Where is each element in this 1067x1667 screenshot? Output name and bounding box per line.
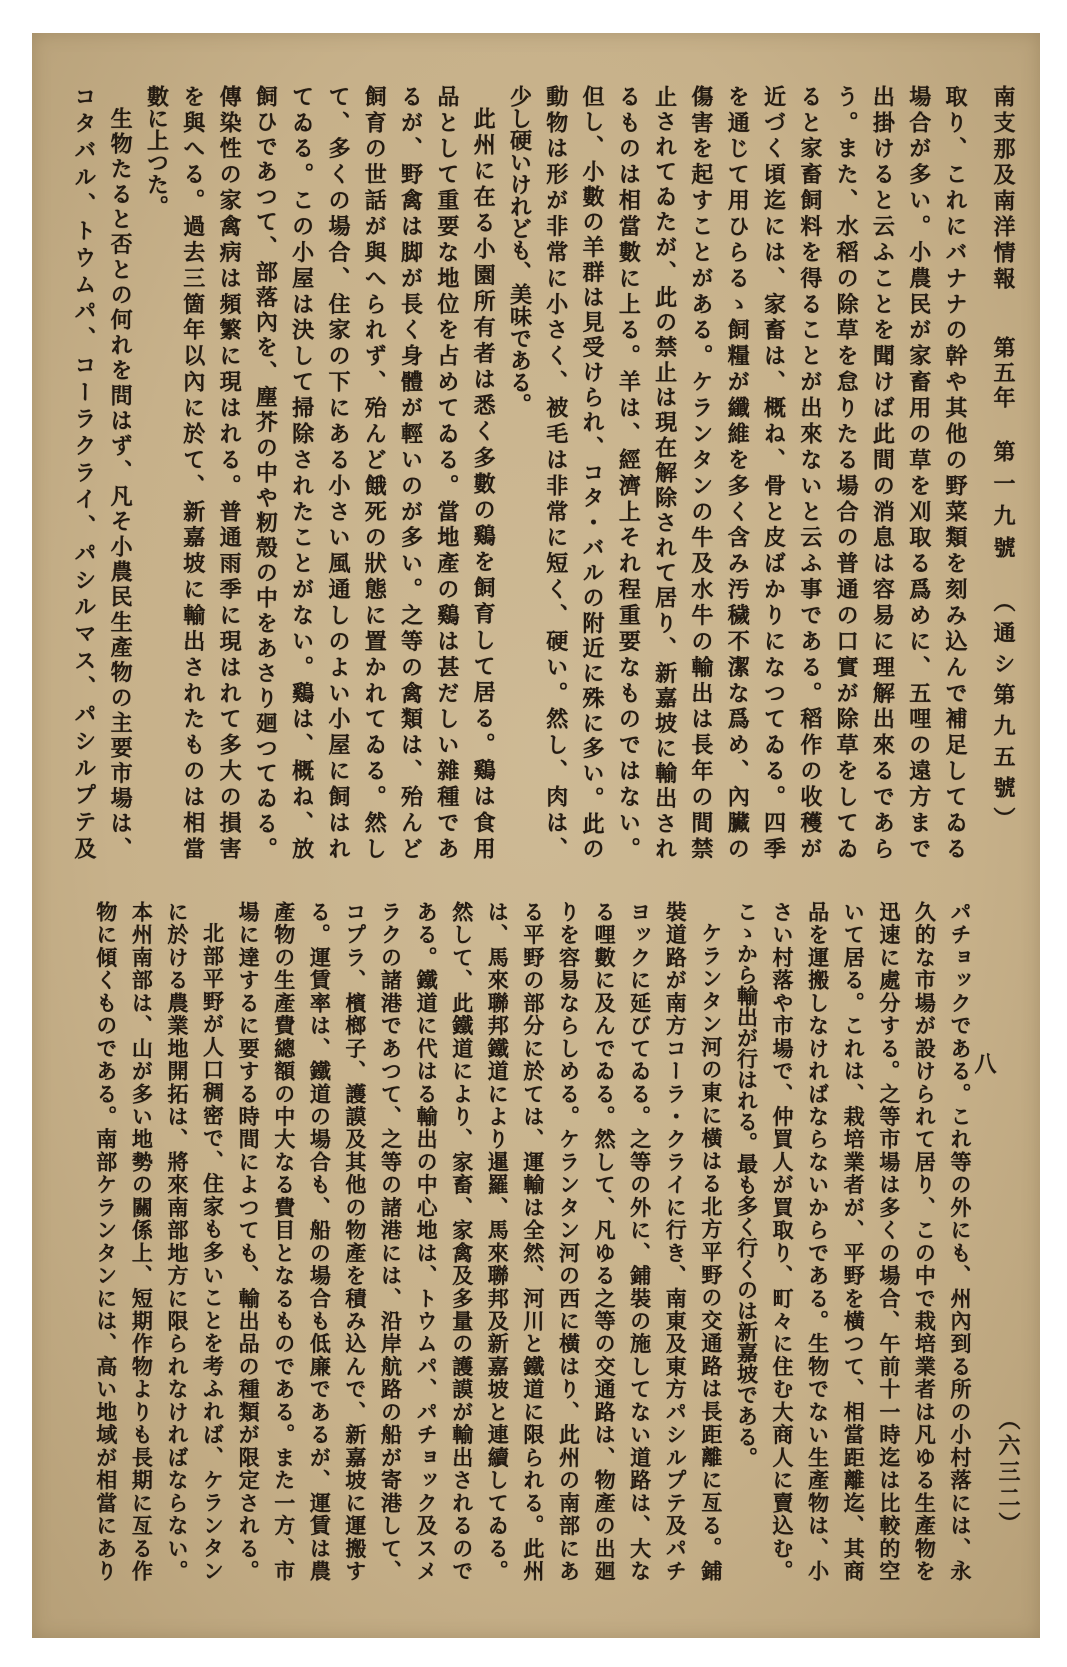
- text-column: 少し硬いけれども、美味である。: [506, 85, 533, 415]
- text-column: パチョックである。これ等の外にも、州內到る所の小村落には、永: [948, 901, 973, 1581]
- text-column: 飼ひであつて、部落內を、塵芥の中や籾殼の中をあさり廻つてゐる。: [252, 85, 279, 859]
- text-column: るが、野禽は脚が長く身體が輕いのが多い。之等の禽類は、殆んど: [397, 85, 424, 859]
- text-column: てゐる。この小屋は決して掃除されたことがない。鷄は、概ね、放: [288, 85, 315, 859]
- text-column: ると家畜飼料を得ることが出來ないと云ふ事である。稻作の收穫が: [796, 85, 823, 859]
- section-number: 八: [971, 1052, 997, 1074]
- volume-year: 第五年: [990, 336, 1016, 411]
- text-column: ある。鐵道に代はる輸出の中心地は、トウムパ、パチョック及スメ: [414, 901, 440, 1581]
- text-column: 品を運搬しなければならないからである。生物でない生產物は、小: [805, 901, 831, 1581]
- text-column: コプラ、檳榔子、護謨及其他の物產を積み込んで、新嘉坡に運搬す: [342, 901, 368, 1581]
- text-column: る平野の部分に於ては、運輸は全然、河川と鐵道に限られる。此州: [520, 901, 546, 1581]
- text-column: 飼育の世話が與へられず、殆んど餓死の狀態に置かれてゐる。然し: [361, 85, 388, 859]
- text-column: 傷害を起すことがある。ケランタンの牛及水牛の輸出は長年の間禁: [687, 85, 714, 859]
- text-column: 動物は形が非常に小さく、被毛は非常に短く、硬い。然し、肉は、: [542, 85, 569, 859]
- text-column: 裝道路が南方コーラ・クライに行き、南東及東方パシルプテ及パチ: [663, 901, 689, 1581]
- text-column: 取り、これにバナナの幹や其他の野菜類を刻み込んで補足してゐる: [942, 85, 968, 859]
- text-column: さい村落や市場で、仲買人が買取り、町々に住む大商人に賣込む。: [770, 901, 796, 1581]
- page-number: （六三二）: [995, 1408, 1021, 1538]
- text-column: は、馬來聯邦鐵道により暹羅、馬來聯邦及新嘉坡と連續してゐる。: [485, 901, 511, 1581]
- text-column: 品として重要な地位を占めてゐる。當地產の鷄は甚だしい雜種であ: [433, 85, 460, 859]
- text-column: 近づく頃迄には、家畜は、概ね、骨と皮ばかりになつてゐる。四季: [760, 85, 787, 859]
- text-column: 迅速に處分する。之等市場は多くの場合、午前十一時迄は比較的空: [876, 901, 902, 1581]
- text-column: 出掛けると云ふことを聞けば此間の消息は容易に理解出來るであら: [869, 85, 896, 859]
- text-column: 場合が多い。小農民が家畜用の草を刈取る爲めに、五哩の遠方まで: [905, 85, 932, 859]
- text-column: 本州南部は、山が多い地勢の關係上、短期作物よりも長期に亙る作: [129, 901, 155, 1581]
- text-column: う。また、水稻の除草を怠りたる場合の普通の口實が除草をしてゐ: [833, 85, 860, 859]
- serial-number: （通シ第九五號）: [990, 590, 1016, 838]
- text-column: を與へる。過去三箇年以內に於て、新嘉坡に輸出されたものは相當: [179, 85, 206, 859]
- text-column: 傳染性の家禽病は頻繁に現はれる。普通雨季に現はれて多大の損害: [216, 85, 243, 859]
- text-column: ラクの諸港であつて、之等の諸港には、沿岸航路の船が寄港して、: [378, 901, 404, 1581]
- text-column: 然して、此鐵道により、家畜、家禽及多量の護謨が輸出されるので: [449, 901, 475, 1581]
- text-column: 物に傾くものである。南部ケランタンには、高い地域が相當にあり: [93, 901, 119, 1581]
- text-column: 數に上つた。: [143, 85, 170, 217]
- text-column: コタバル、トウムパ、コーラクライ、パシルマス、パシルプテ及: [70, 85, 97, 859]
- text-column: 北部平野が人口稠密で、住家も多いことを考ふれば、ケランタン: [200, 922, 226, 1581]
- text-column: に於ける農業地開拓は、將來南部地方に限られなければならない。: [164, 901, 190, 1581]
- text-column: ケランタン河の東に橫はる北方平野の交通路は長距離に亙る。鋪: [698, 922, 724, 1581]
- text-column: を通じて用ひらるゝ飼糧が纖維を多く含み汚穢不潔な爲め、內臟の: [724, 85, 751, 859]
- text-column: 久的な市場が設けられて居り、この中で栽培業者は凡ゆる生產物を: [912, 901, 938, 1581]
- text-column: るものは相當數に上る。羊は、經濟上それ程重要なものではない。: [615, 85, 642, 859]
- text-column: 此州に在る小園所有者は悉く多數の鷄を飼育して居る。鷄は食用: [470, 107, 497, 859]
- text-column: ヨックに延びてゐる。之等の外に、鋪裝の施してない道路は、大な: [627, 901, 653, 1581]
- text-column: りを容易ならしめる。ケランタン河の西に橫はり、此州の南部にあ: [556, 901, 582, 1581]
- text-column: て、多くの場合、住家の下にある小さい風通しのよい小屋に飼はれ: [324, 85, 351, 859]
- text-column: 但し、小數の羊群は見受けられ、コタ・バルの附近に殊に多い。此の: [579, 85, 606, 859]
- bottom-text-block: [88, 901, 978, 1581]
- text-column: 止されてゐたが、此の禁止は現在解除されて居り、新嘉坡に輸出され: [651, 85, 678, 860]
- text-column: 生物たると否との何れを問はず、凡そ小農民生產物の主要市場は、: [107, 107, 134, 860]
- text-column: いて居る。これは、栽培業者が、平野を橫つて、相當距離迄、其商: [841, 901, 867, 1581]
- text-column: こゝから輸出が行はれる。最も多く行くのは新嘉坡である。: [734, 901, 760, 1468]
- top-text-block: [66, 85, 973, 859]
- text-column: 場に達するに要する時間によつても、輸出品の種類が限定される。: [236, 901, 262, 1581]
- issue-number: 第一九號: [990, 440, 1016, 568]
- text-column: る哩數に及んでゐる。然して、凡ゆる之等の交通路は、物產の出廻: [592, 901, 618, 1581]
- text-column: る。運賃率は、鐵道の場合も、船の場合も低廉であるが、運賃は農: [307, 901, 333, 1582]
- publication-title: 南支那及南洋情報: [990, 85, 1016, 293]
- text-column: 產物の生產費總額の中大なる費目となるものである。また一方、市: [271, 901, 297, 1581]
